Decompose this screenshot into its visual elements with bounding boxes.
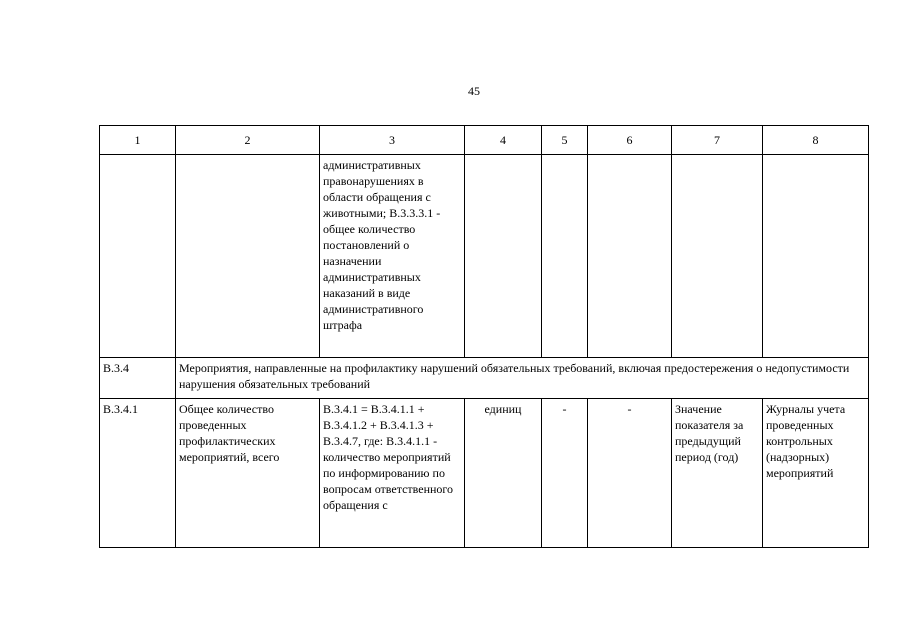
table-cell: [763, 155, 869, 358]
unit-cell: единиц: [465, 399, 542, 548]
dash-cell: -: [588, 399, 672, 548]
row-code: В.3.4: [100, 358, 176, 399]
column-header: 6: [588, 126, 672, 155]
dash-cell: -: [542, 399, 588, 548]
formula-cell: административных правонарушениях в области обращения с животными; В.3.3.3.1 - общее количество постановлений о назначении административных наказаний в виде административного штрафа: [320, 155, 465, 358]
table-header-row: [100, 126, 869, 155]
column-header: 3: [320, 126, 465, 155]
column-header: 1: [100, 126, 176, 155]
row-code: В.3.4.1: [100, 399, 176, 548]
table-cell: [100, 155, 176, 358]
section-title: Мероприятия, направленные на профилактику нарушений обязательных требований, включая предостережения о недопустимости нарушения обязательных требований: [176, 358, 869, 399]
column-header: 5: [542, 126, 588, 155]
column-header: 2: [176, 126, 320, 155]
page-number: 45: [468, 84, 480, 98]
table-row: [100, 399, 869, 548]
source-cell: Журналы учета проведенных контрольных (надзорных) мероприятий: [763, 399, 869, 548]
formula-cell: В.3.4.1 = В.3.4.1.1 + В.3.4.1.2 + В.3.4.1.3 + В.3.4.7, где: В.3.4.1.1 - количество мероприятий по информированию по вопросам ответственного обращения с: [320, 399, 465, 548]
table-row: [100, 358, 869, 399]
table-row: [100, 155, 869, 358]
base-value-cell: Значение показателя за предыдущий период (год): [672, 399, 763, 548]
column-header: 8: [763, 126, 869, 155]
table-cell: [588, 155, 672, 358]
table-cell: [542, 155, 588, 358]
column-header: 7: [672, 126, 763, 155]
indicator-name: Общее количество проведенных профилактических мероприятий, всего: [176, 399, 320, 548]
column-header: 4: [465, 126, 542, 155]
table-cell: [465, 155, 542, 358]
table-cell: [672, 155, 763, 358]
table-cell: [176, 155, 320, 358]
indicator-table: [99, 125, 869, 548]
